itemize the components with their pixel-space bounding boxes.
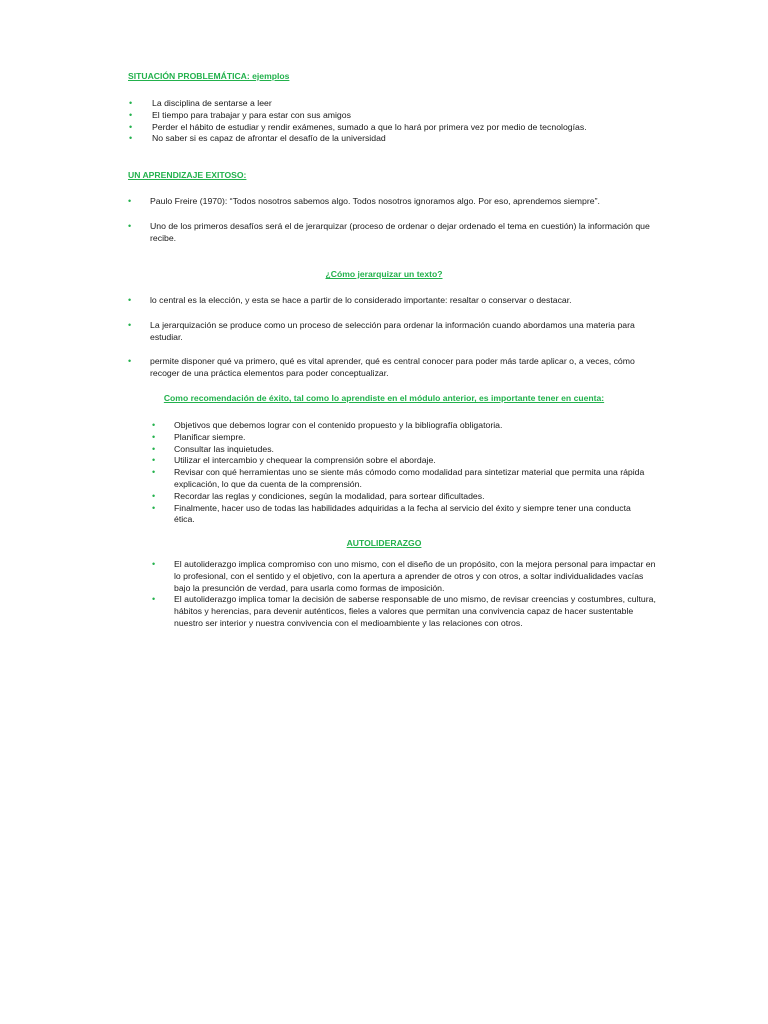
jerarquizar-list <box>128 295 660 380</box>
list-item: • Consultar las inquietudes. <box>152 443 274 454</box>
list-item: • No saber si es capaz de afrontar el desafío de la universidad <box>129 133 386 144</box>
bullet-icon: • <box>152 443 156 454</box>
bullet-icon: • <box>128 220 132 231</box>
list-item: • Finalmente, hacer uso de todas las habilidades adquiridas a la fecha al servicio del éxito y siempre tener una conducta ética. <box>152 502 631 525</box>
bullet-icon: • <box>129 133 133 144</box>
bullet-icon: • <box>129 121 133 132</box>
section-heading-autoliderazgo: AUTOLIDERAZGO <box>346 538 422 548</box>
bullet-icon: • <box>129 98 133 108</box>
recomendacion-list <box>152 420 654 526</box>
bullet-icon: • <box>128 196 132 206</box>
section-heading-aprendizaje: UN APRENDIZAJE EXITOSO: <box>128 170 247 180</box>
section-heading-situacion: SITUACIÓN PROBLEMÁTICA: ejemplos <box>128 71 290 81</box>
bullet-icon: • <box>129 109 133 120</box>
bullet-icon: • <box>128 295 132 305</box>
list-item: • Objetivos que debemos lograr con el contenido propuesto y la bibliografía obligatoria. <box>152 420 503 430</box>
bullet-icon: • <box>152 594 156 605</box>
autoliderazgo-list <box>152 559 662 630</box>
list-item: • Planificar siempre. <box>152 431 246 442</box>
bullet-icon: • <box>152 467 156 478</box>
list-item: • Uno de los primeros desafíos será el de jerarquizar (proceso de ordenar o dejar ordenado el tema en cuestión) la información que recibe. <box>128 220 650 243</box>
section-heading-recomendacion: Como recomendación de éxito, tal como lo aprendiste en el módulo anterior, es importante tener en cuenta: <box>163 393 605 403</box>
list-item: • lo central es la elección, y esta se hace a partir de lo considerado importante: resaltar o conservar o destacar. <box>128 295 572 305</box>
bullet-icon: • <box>128 319 132 330</box>
list-item: • Revisar con qué herramientas uno se siente más cómodo como modalidad para sintetizar material que permita una rápida explicación, lo que da cuenta de la comprensión. <box>152 467 645 489</box>
bullet-icon: • <box>152 559 156 569</box>
list-item: • La jerarquización se produce como un proceso de selección para ordenar la información cuando abordamos una materia para estudiar. <box>128 319 635 342</box>
bullet-icon: • <box>152 502 156 513</box>
list-item: • Paulo Freire (1970): “Todos nosotros sabemos algo. Todos nosotros ignoramos algo. Por eso, aprendemos siempre”. <box>128 196 600 206</box>
list-item: • El autoliderazgo implica tomar la decisión de saberse responsable de uno mismo, de revisar creencias y costumbres, cultura, hábitos y herencias, para devenir auténticos, fieles a valores que permitan una convivencia capaz de hacer sustentable nuestro ser interior y nuestra convivencia con el medioambiente y las relaciones con otros. <box>152 594 656 628</box>
list-item: • Perder el hábito de estudiar y rendir exámenes, sumado a que lo hará por primera vez por medio de tecnologías. <box>129 121 587 132</box>
bullet-icon: • <box>128 356 132 367</box>
bullet-icon: • <box>152 431 156 442</box>
list-item: • La disciplina de sentarse a leer <box>129 98 272 108</box>
bullet-icon: • <box>152 455 156 466</box>
bullet-icon: • <box>152 420 156 430</box>
list-item: • Recordar las reglas y condiciones, según la modalidad, para sortear dificultades. <box>152 490 485 501</box>
situacion-list <box>128 98 648 145</box>
list-item: • El tiempo para trabajar y para estar con sus amigos <box>129 109 351 120</box>
list-item: • El autoliderazgo implica compromiso con uno mismo, con el diseño de un propósito, con la mejora personal para impactar en lo profesional, con el sentido y el objetivo, con la apertura a aprender de otros y con otros, a soltar individualidades vacías bajo la presunción de verdad, para usarla como formas de imposición. <box>152 559 656 593</box>
bullet-icon: • <box>152 490 156 501</box>
list-item: • Utilizar el intercambio y chequear la comprensión sobre el abordaje. <box>152 455 436 466</box>
section-heading-jerarquizar: ¿Cómo jerarquizar un texto? <box>325 269 443 279</box>
list-item: • permite disponer qué va primero, qué es vital aprender, qué es central conocer para poder más tarde aplicar o, a veces, cómo recoger de una práctica elementos para poder conceptualizar. <box>128 356 635 379</box>
aprendizaje-list <box>128 196 660 244</box>
